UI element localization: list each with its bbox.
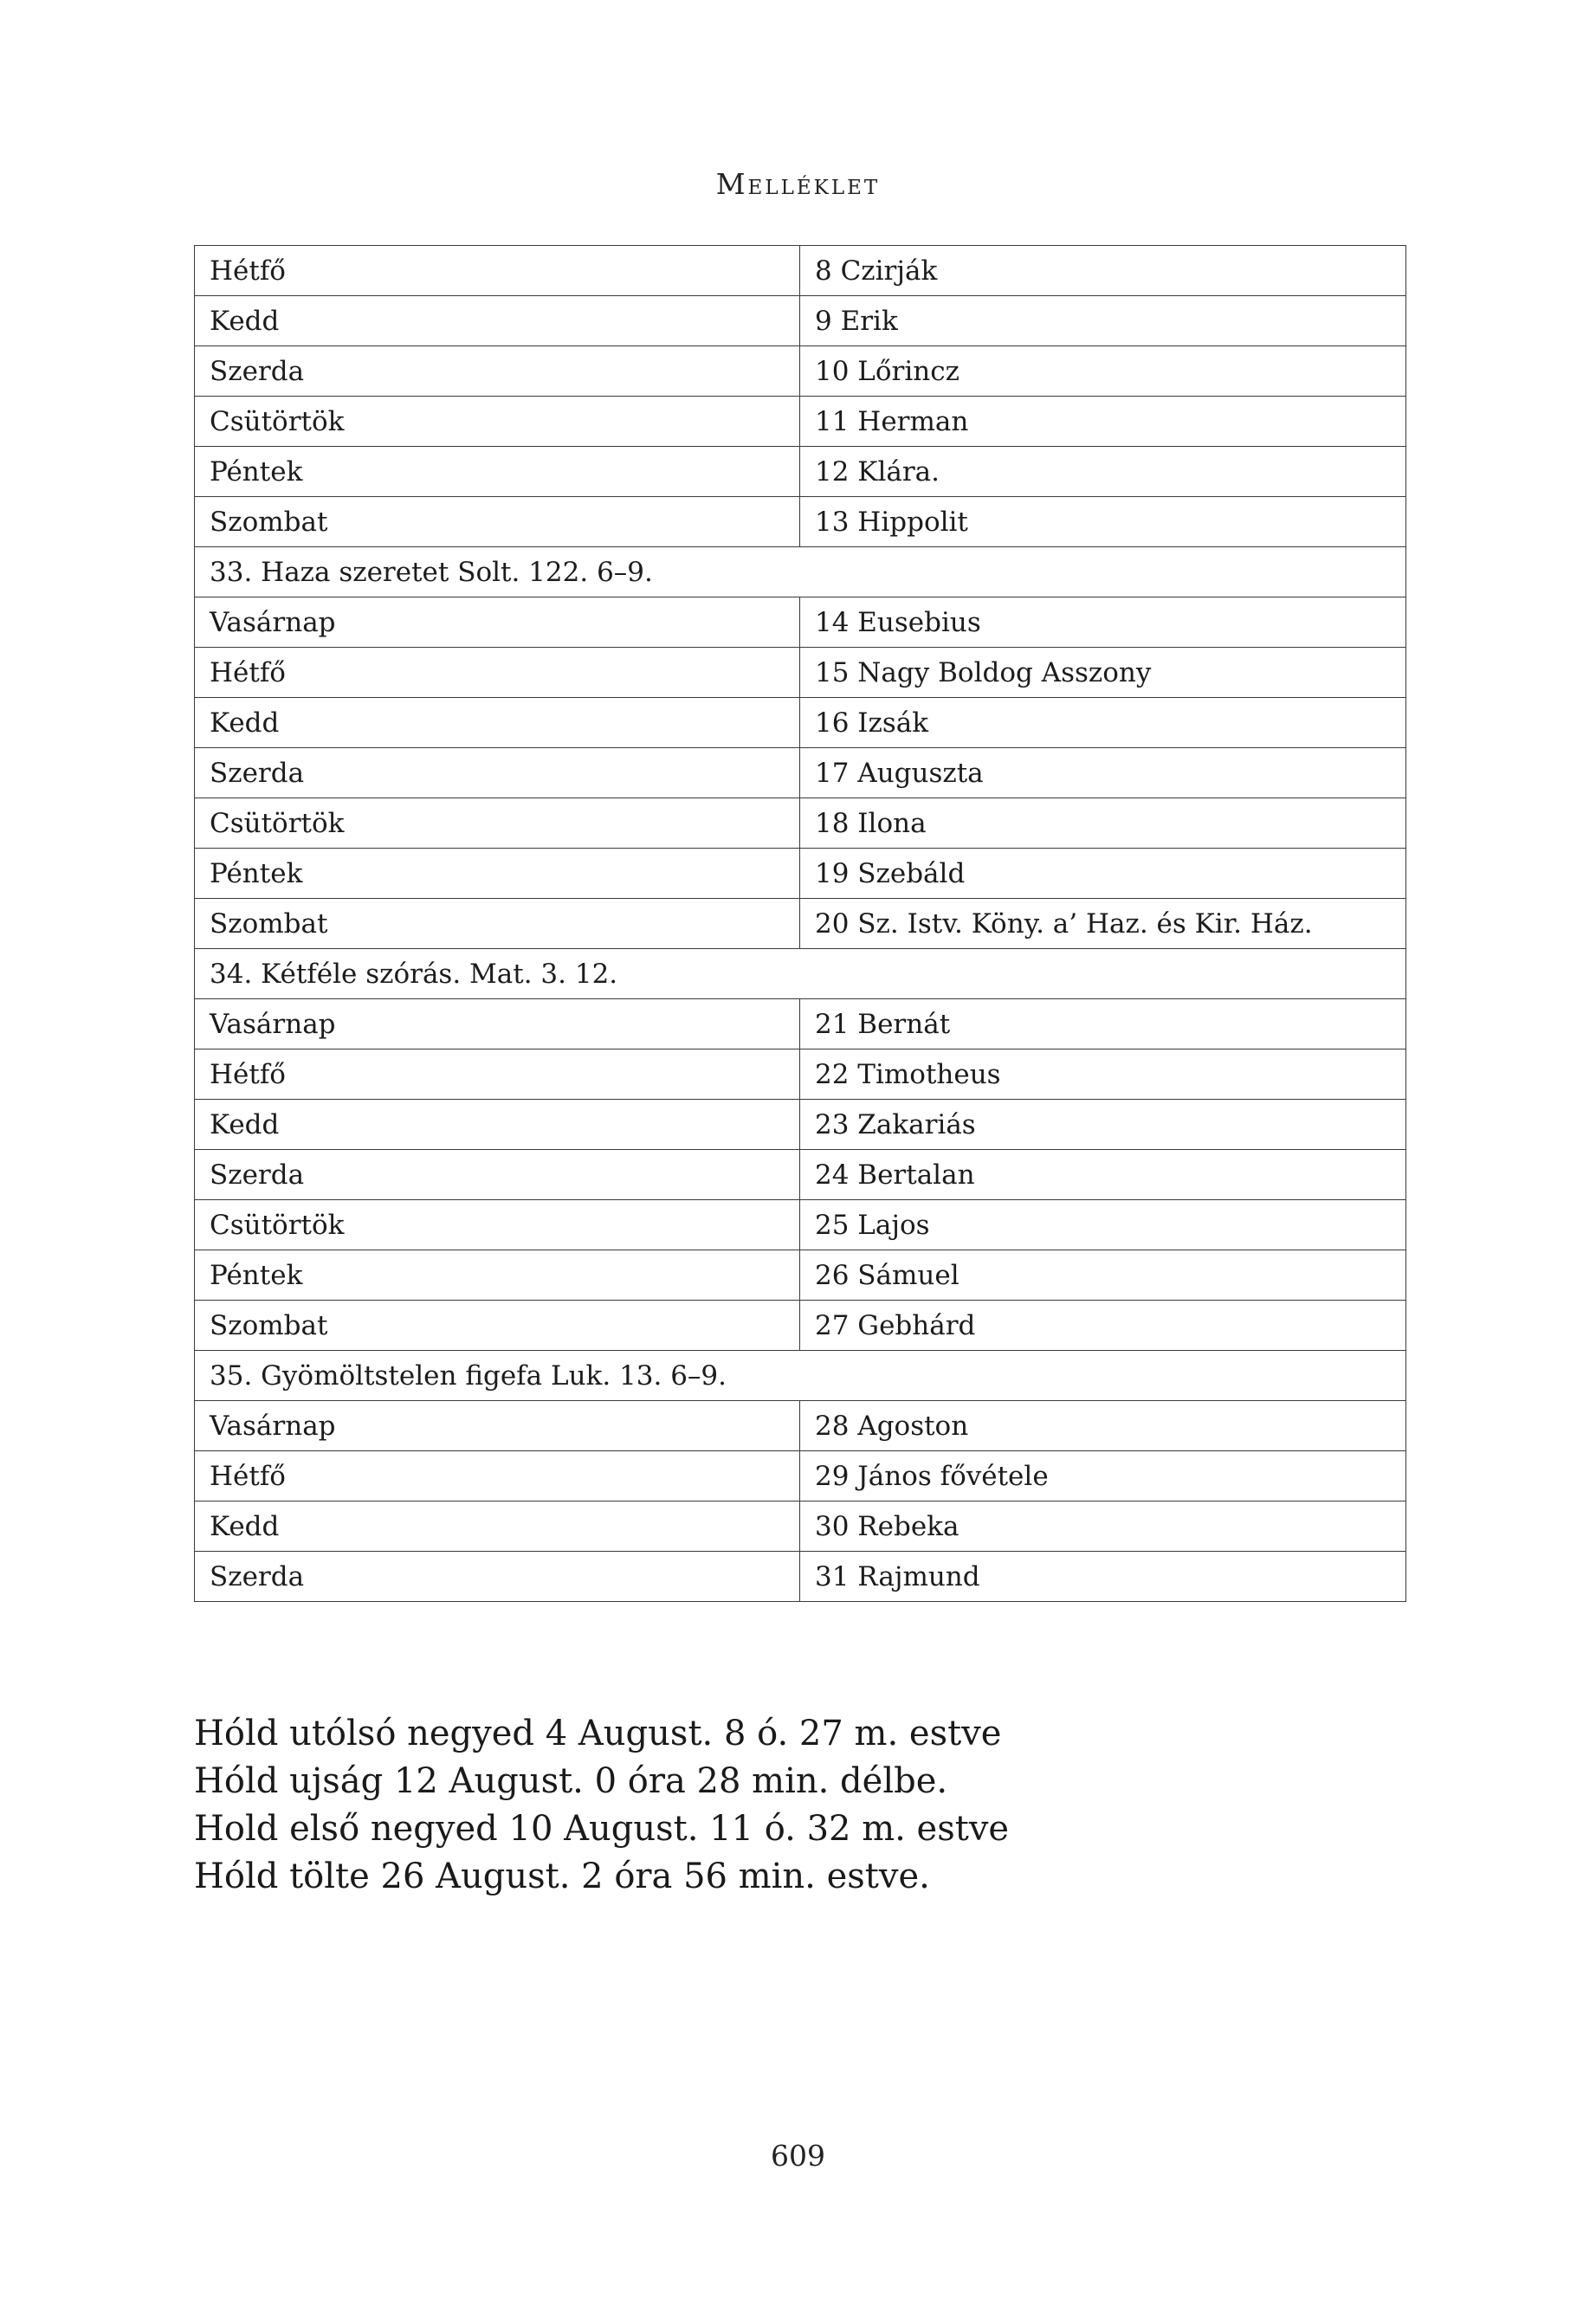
table-row: [195, 1301, 1406, 1351]
table-row: [195, 1552, 1406, 1602]
weekday-cell: Csütörtök: [195, 798, 800, 849]
weekday-cell: Szombat: [195, 497, 800, 547]
name-day-cell: 8 Czirják: [800, 246, 1406, 296]
page-number: 609: [771, 2139, 825, 2173]
name-day-cell: 25 Lajos: [800, 1200, 1406, 1250]
weekday-cell: Péntek: [195, 1250, 800, 1301]
table-row: [195, 597, 1406, 648]
moon-note-line: Hóld tölte 26 August. 2 óra 56 min. estve.: [194, 1857, 930, 1896]
table-row: [195, 999, 1406, 1049]
table-row: [195, 698, 1406, 748]
weekday-cell: Csütörtök: [195, 397, 800, 447]
table-row: [195, 497, 1406, 547]
calendar-table-body: [195, 246, 1406, 1602]
weekday-cell: Hétfő: [195, 648, 800, 698]
weekday-cell: Szombat: [195, 899, 800, 949]
moon-note-line: Hold első negyed 10 August. 11 ó. 32 m. estve: [194, 1809, 1010, 1849]
moon-note-line: Hóld ujság 12 August. 0 óra 28 min. délbe.: [194, 1761, 948, 1801]
table-row: [195, 1401, 1406, 1451]
weekday-cell: Szerda: [195, 1150, 800, 1200]
name-day-cell: 26 Sámuel: [800, 1250, 1406, 1301]
table-row: [195, 296, 1406, 346]
weekday-cell: Kedd: [195, 1502, 800, 1552]
weekday-cell: Szerda: [195, 1552, 800, 1602]
moon-note-line: Hóld utólsó negyed 4 August. 8 ó. 27 m. estve: [194, 1714, 1002, 1753]
week-heading: 35. Gyömöltstelen figefa Luk. 13. 6–9.: [195, 1351, 1406, 1401]
weekday-cell: Hétfő: [195, 1451, 800, 1502]
running-head: Melléklet: [715, 167, 881, 201]
weekday-cell: Hétfő: [195, 1049, 800, 1100]
table-row: [195, 648, 1406, 698]
name-day-cell: 23 Zakariás: [800, 1100, 1406, 1150]
moon-phase-notes: [194, 1710, 1406, 1901]
name-day-cell: 28 Agoston: [800, 1401, 1406, 1451]
name-day-cell: 10 Lőrincz: [800, 346, 1406, 397]
weekday-cell: Szerda: [195, 346, 800, 397]
table-row: [195, 1049, 1406, 1100]
weekday-cell: Kedd: [195, 296, 800, 346]
table-row: [195, 1200, 1406, 1250]
name-day-cell: 15 Nagy Boldog Asszony: [800, 648, 1406, 698]
week-heading: 33. Haza szeretet Solt. 122. 6–9.: [195, 547, 1406, 597]
name-day-cell: 19 Szebáld: [800, 849, 1406, 899]
weekday-cell: Kedd: [195, 1100, 800, 1150]
week-heading-row: [195, 949, 1406, 999]
weekday-cell: Hétfő: [195, 246, 800, 296]
name-day-cell: 18 Ilona: [800, 798, 1406, 849]
weekday-cell: Vasárnap: [195, 1401, 800, 1451]
name-day-cell: 17 Auguszta: [800, 748, 1406, 798]
name-day-cell: 12 Klára.: [800, 447, 1406, 497]
weekday-cell: Vasárnap: [195, 597, 800, 648]
weekday-cell: Csütörtök: [195, 1200, 800, 1250]
table-row: [195, 1150, 1406, 1200]
table-row: [195, 447, 1406, 497]
table-row: [195, 899, 1406, 949]
table-row: [195, 748, 1406, 798]
table-row: [195, 246, 1406, 296]
name-day-cell: 9 Erik: [800, 296, 1406, 346]
table-row: [195, 397, 1406, 447]
name-day-cell: 14 Eusebius: [800, 597, 1406, 648]
table-row: [195, 346, 1406, 397]
table-row: [195, 1502, 1406, 1552]
calendar-table: [194, 245, 1406, 1602]
weekday-cell: Kedd: [195, 698, 800, 748]
table-row: [195, 798, 1406, 849]
name-day-cell: 30 Rebeka: [800, 1502, 1406, 1552]
week-heading-row: [195, 547, 1406, 597]
name-day-cell: 13 Hippolit: [800, 497, 1406, 547]
weekday-cell: Szombat: [195, 1301, 800, 1351]
table-row: [195, 849, 1406, 899]
table-row: [195, 1451, 1406, 1502]
name-day-cell: 21 Bernát: [800, 999, 1406, 1049]
weekday-cell: Szerda: [195, 748, 800, 798]
name-day-cell: 31 Rajmund: [800, 1552, 1406, 1602]
name-day-cell: 24 Bertalan: [800, 1150, 1406, 1200]
week-heading: 34. Kétféle szórás. Mat. 3. 12.: [195, 949, 1406, 999]
name-day-cell: 27 Gebhárd: [800, 1301, 1406, 1351]
name-day-cell: 11 Herman: [800, 397, 1406, 447]
name-day-cell: 29 János fővétele: [800, 1451, 1406, 1502]
weekday-cell: Vasárnap: [195, 999, 800, 1049]
name-day-cell: 20 Sz. Istv. Köny. a’ Haz. és Kir. Ház.: [800, 899, 1406, 949]
table-row: [195, 1250, 1406, 1301]
name-day-cell: 22 Timotheus: [800, 1049, 1406, 1100]
name-day-cell: 16 Izsák: [800, 698, 1406, 748]
table-row: [195, 1100, 1406, 1150]
week-heading-row: [195, 1351, 1406, 1401]
weekday-cell: Péntek: [195, 849, 800, 899]
weekday-cell: Péntek: [195, 447, 800, 497]
